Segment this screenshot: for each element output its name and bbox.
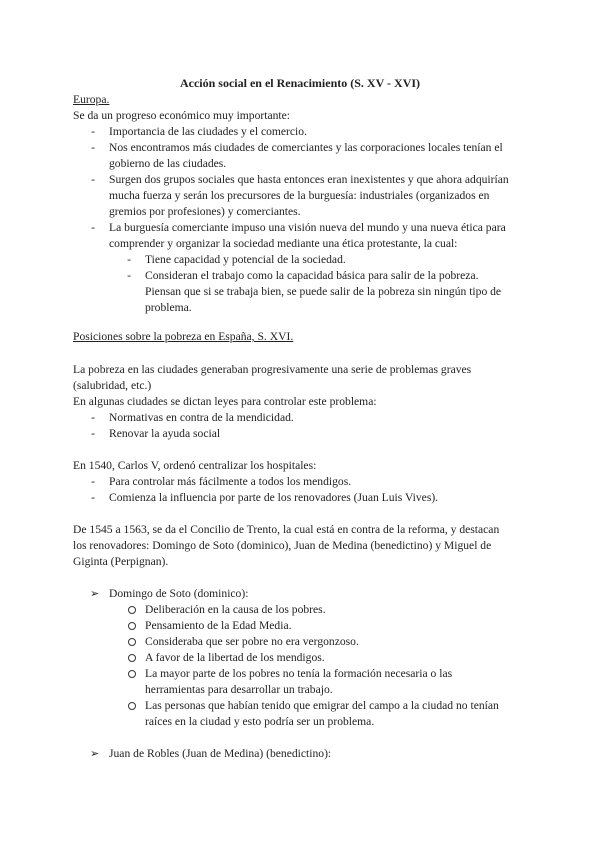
posiciones-item1-2: Renovar la ayuda social: [109, 427, 221, 440]
bullet-dash: -: [91, 427, 95, 440]
europa-item-3-line-2: mucha fuerza y serán los precursores de la burguesía: industriales (organizados en: [109, 189, 490, 202]
bullet-dash: -: [91, 173, 95, 186]
soto-item-3: Consideraba que ser pobre no era vergonzoso.: [145, 635, 359, 648]
europa-item-3-line-3: gremios por profesiones) y comerciantes.: [109, 205, 301, 218]
soto-item-1: Deliberación en la causa de los pobres.: [145, 603, 326, 616]
soto-item-5-line-1: La mayor parte de los pobres no tenía la formación necesaria o las: [145, 667, 453, 680]
europa-item-2-line-2: gobierno de las ciudades.: [109, 157, 227, 170]
europa-heading: Europa.: [73, 93, 110, 106]
circle-bullet-icon: [128, 606, 136, 614]
posiciones-p4-line-3: Giginta (Perpignan).: [73, 555, 169, 568]
circle-bullet-icon: [128, 670, 136, 678]
soto-item-6-line-1: Las personas que habían tenido que emigrar del campo a la ciudad no tenían: [145, 699, 499, 712]
circle-bullet-icon: [128, 654, 136, 662]
bullet-dash: -: [91, 125, 95, 138]
europa-subitem-2-line-2: Piensan que si se trabaja bien, se puede salir de la pobreza sin ningún tipo de: [145, 285, 502, 298]
posiciones-p1-line-2: (salubridad, etc.): [73, 379, 152, 392]
document-title: Acción social en el Renacimiento (S. XV - XVI): [179, 76, 421, 90]
europa-intro: Se da un progreso económico muy importante:: [73, 109, 291, 122]
posiciones-p1-line-1: La pobreza en las ciudades generaban progresivamente una serie de problemas graves: [73, 363, 472, 376]
posiciones-p3: En 1540, Carlos V, ordenó centralizar los hospitales:: [73, 459, 317, 472]
soto-item-6-line-2: raíces en la ciudad y esto podría ser un problema.: [145, 715, 375, 728]
soto-item-4: A favor de la libertad de los mendigos.: [145, 651, 325, 664]
europa-item-4-line-1: La burguesía comerciante impuso una visión nueva del mundo y una nueva ética para: [109, 221, 506, 234]
bullet-dash: -: [127, 269, 131, 282]
europa-item-2-line-1: Nos encontramos más ciudades de comerciantes y las corporaciones locales tenían el: [109, 141, 503, 154]
posiciones-item1-1: Normativas en contra de la mendicidad.: [109, 411, 294, 424]
posiciones-p4-line-1: De 1545 a 1563, se da el Concilio de Trento, la cual está en contra de la reforma, y destacan: [73, 523, 500, 536]
europa-item-4-line-2: comprender y organizar la sociedad mediante una ética protestante, la cual:: [109, 237, 458, 250]
bullet-dash: -: [91, 475, 95, 488]
arrow-bullet-icon: ➢: [90, 587, 100, 600]
posiciones-p4-line-2: los renovadores: Domingo de Soto (dominico), Juan de Medina (benedictino) y Miguel de: [73, 539, 492, 552]
bullet-dash: -: [127, 253, 131, 266]
soto-item-2: Pensamiento de la Edad Media.: [145, 619, 292, 632]
robles-heading: Juan de Robles (Juan de Medina) (benedictino):: [109, 747, 332, 760]
posiciones-item2-2: Comienza la influencia por parte de los renovadores (Juan Luis Vives).: [109, 491, 439, 504]
circle-bullet-icon: [128, 638, 136, 646]
europa-item-3-line-1: Surgen dos grupos sociales que hasta entonces eran inexistentes y que ahora adquirían: [109, 173, 509, 186]
soto-heading: Domingo de Soto (dominico):: [109, 587, 249, 600]
europa-subitem-2-line-1: Consideran el trabajo como la capacidad básica para salir de la pobreza.: [145, 269, 479, 282]
europa-subitem-1: Tiene capacidad y potencial de la sociedad.: [145, 253, 346, 266]
arrow-bullet-icon: ➢: [90, 747, 100, 760]
posiciones-p2: En algunas ciudades se dictan leyes para controlar este problema:: [73, 395, 377, 408]
bullet-dash: -: [91, 221, 95, 234]
posiciones-item2-1: Para controlar más fácilmente a todos los mendigos.: [109, 475, 352, 488]
circle-bullet-icon: [128, 622, 136, 630]
circle-bullet-icon: [128, 702, 136, 710]
europa-subitem-2-line-3: problema.: [145, 301, 192, 314]
soto-item-5-line-2: herramientas para desarrollar un trabajo.: [145, 683, 333, 696]
bullet-dash: -: [91, 141, 95, 154]
bullet-dash: -: [91, 411, 95, 424]
europa-item-1-line-1: Importancia de las ciudades y el comercio.: [109, 125, 307, 138]
bullet-dash: -: [91, 491, 95, 504]
posiciones-heading: Posiciones sobre la pobreza en España, S. XVI.: [73, 330, 294, 343]
